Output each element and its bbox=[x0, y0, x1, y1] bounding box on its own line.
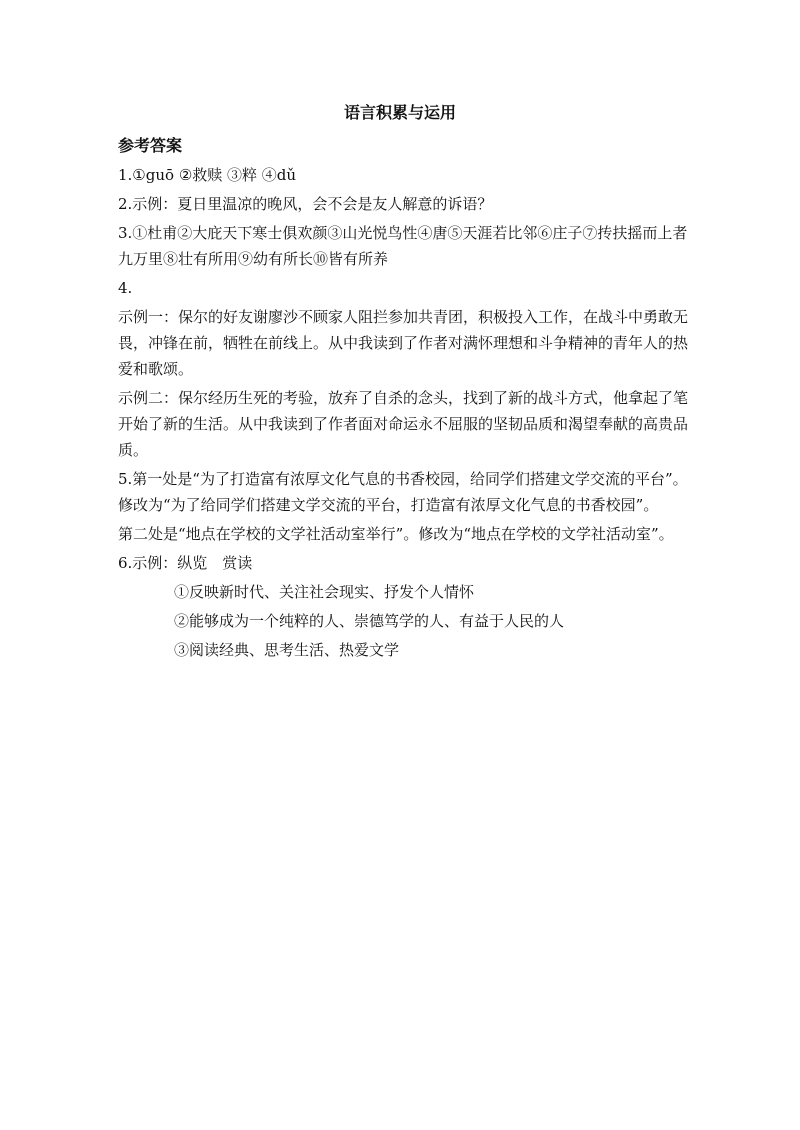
answer-3: 3.①杜甫②大庇天下寒士俱欢颜③山光悦鸟性④唐⑤天涯若比邻⑥庄子⑦抟扶摇而上者九万里⑧壮有所用⑨幼有所长⑩皆有所养 bbox=[118, 224, 688, 268]
answer-5-part-1: 5.第一处是“为了打造富有浓厚文化气息的书香校园，给同学们搭建文学交流的平台”。修改为“为了给同学们搭建文学交流的平台，打造富有浓厚文化气息的书香校园”。 bbox=[118, 470, 688, 514]
answer-4-example-1: 示例一：保尔的好友谢廖沙不顾家人阻拦参加共青团，积极投入工作，在战斗中勇敢无畏，冲锋在前，牺牲在前线上。从中我读到了作者对满怀理想和斗争精神的青年人的热爱和歌颂。 bbox=[118, 308, 689, 378]
document-body bbox=[118, 133, 698, 663]
answer-4-example-2: 示例二：保尔经历生死的考验，放弃了自杀的念头，找到了新的战斗方式，他拿起了笔开始了新的生活。从中我读到了作者面对命运永不屈服的坚韧品质和渴望奉献的高贵品质。 bbox=[118, 389, 689, 459]
answer-6-item-3: ③阅读经典、思考生活、热爱文学 bbox=[174, 641, 400, 659]
answer-1: 1.①guō ②救赎 ③粹 ④dǔ bbox=[118, 166, 297, 184]
answer-6-item-2: ②能够成为一个纯粹的人、崇德笃学的人、有益于人民的人 bbox=[174, 612, 565, 630]
document-title: 语言积累与运用 bbox=[343, 103, 456, 122]
answer-6: 6.示例：纵览 赏读 bbox=[118, 554, 253, 572]
answer-heading: 参考答案 bbox=[118, 136, 183, 155]
answer-4-number: 4. bbox=[118, 279, 133, 297]
answer-2: 2.示例：夏日里温凉的晚风，会不会是友人解意的诉语？ bbox=[118, 195, 493, 213]
answer-6-item-1: ①反映新时代、关注社会现实、抒发个人情怀 bbox=[174, 583, 475, 601]
answer-5-part-2: 第二处是“地点在学校的文学社活动室举行”。修改为“地点在学校的文学社活动室”。 bbox=[118, 525, 674, 543]
